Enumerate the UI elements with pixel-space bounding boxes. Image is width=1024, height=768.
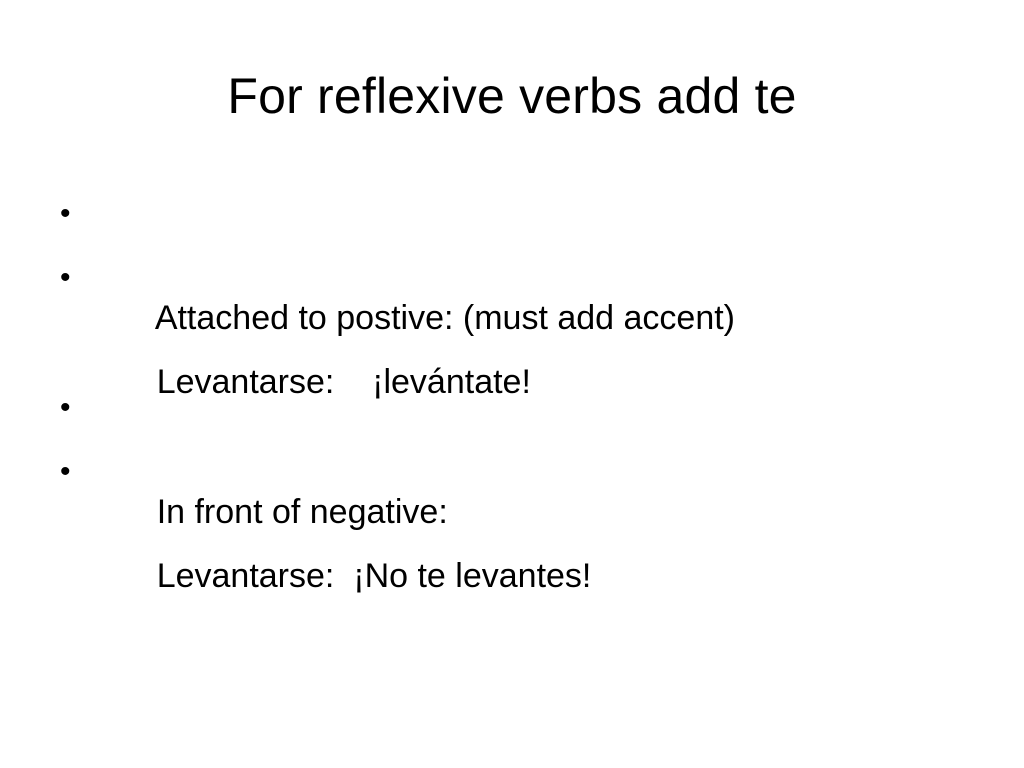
bullet-list [58, 188, 978, 595]
slide-title: For reflexive verbs add te [227, 68, 797, 124]
empty-line [58, 316, 978, 382]
bullet-text: Levantarse: ¡No te levantes! [156, 557, 592, 595]
bullet-item [58, 188, 978, 337]
bullet-text: Attached to postive: (must add accent) [154, 299, 736, 337]
bullet-item [58, 382, 978, 531]
bullet-dot-icon: • [60, 455, 71, 488]
bullet-dot-icon: • [60, 391, 71, 424]
bullet-text: Levantarse: ¡levántate! [156, 363, 531, 401]
bullet-text: In front of negative: [156, 493, 448, 531]
bullet-dot-icon: • [60, 261, 71, 294]
bullet-dot-icon: • [60, 197, 71, 230]
